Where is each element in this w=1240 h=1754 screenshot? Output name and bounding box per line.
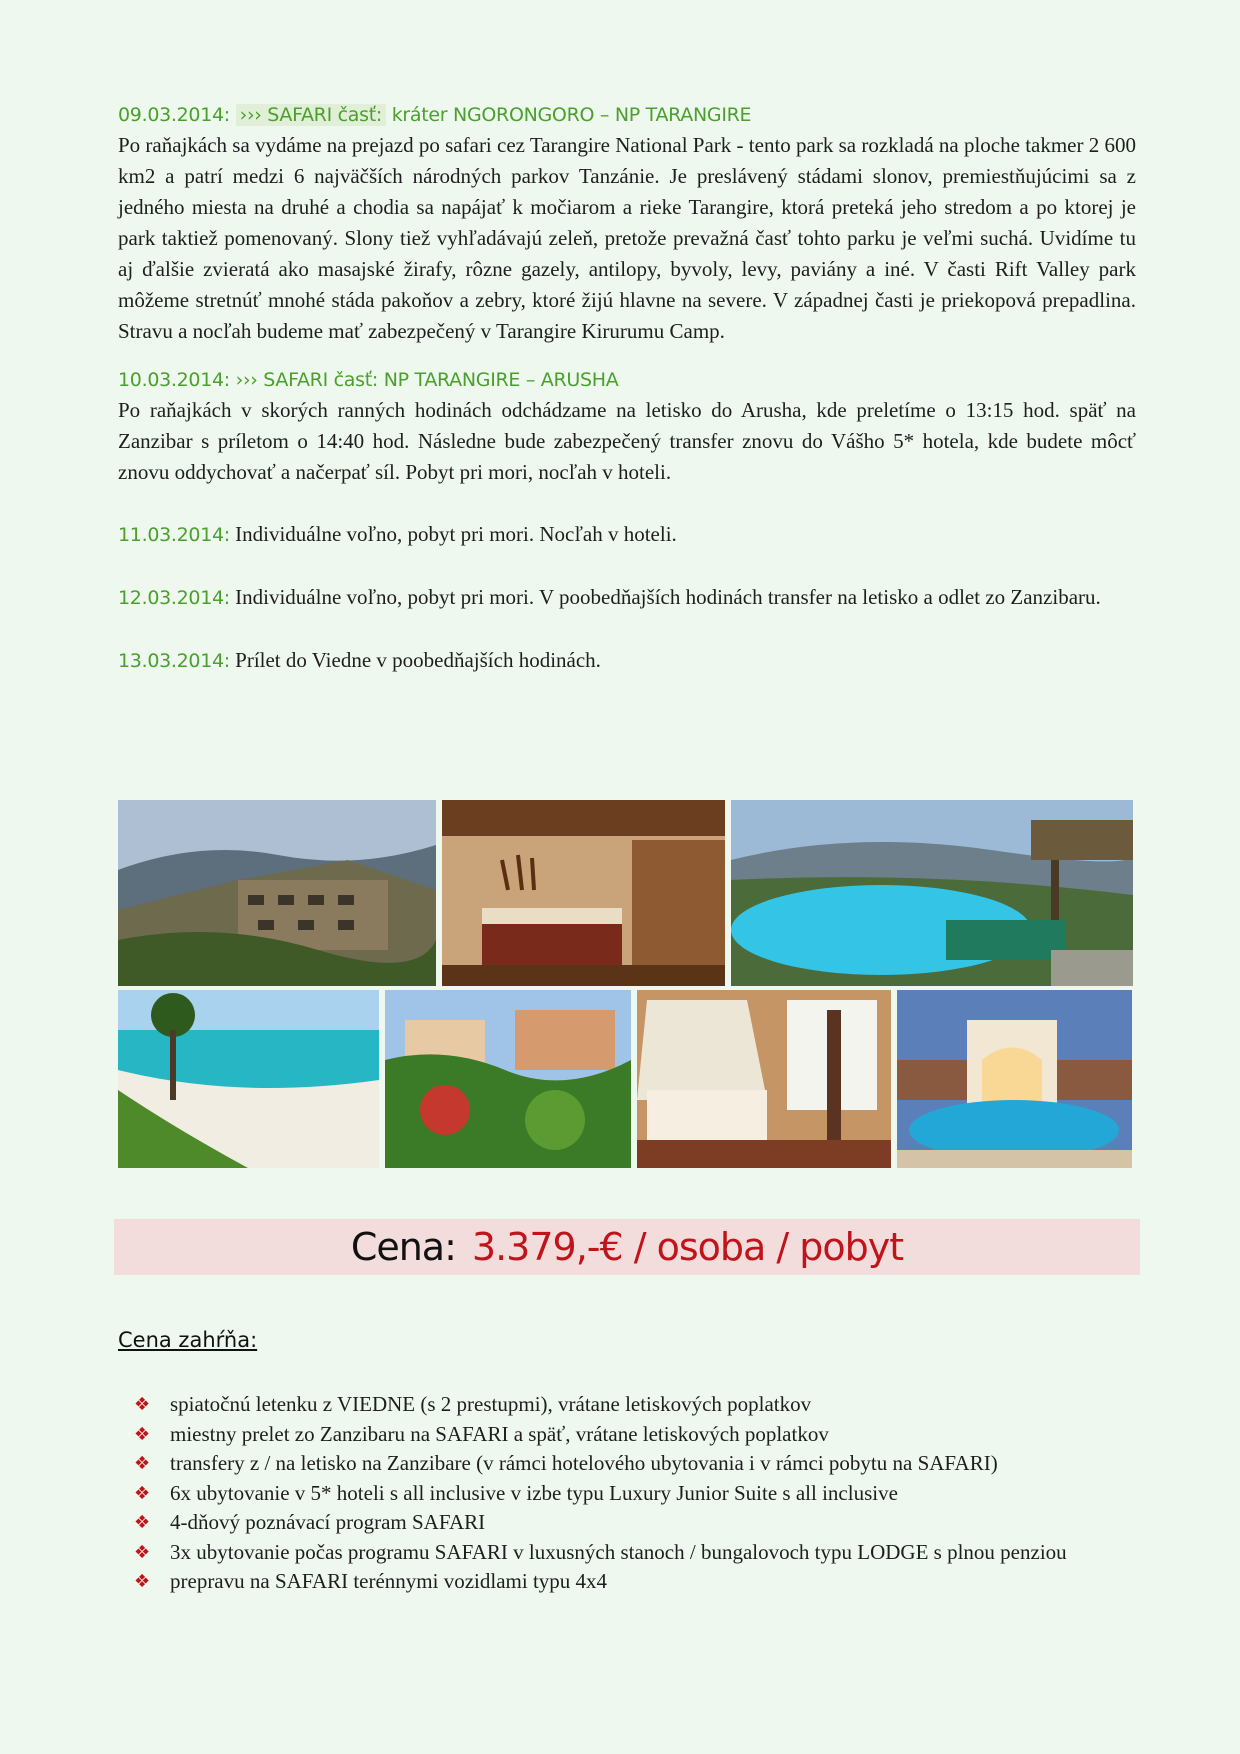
day-block: [118, 645, 1136, 677]
includes-heading: Cena zahŕňa:: [118, 1328, 258, 1352]
day-heading: [118, 100, 1136, 130]
day-description: Prílet do Viedne v poobedňajších hodinách.: [235, 648, 601, 672]
includes-item-text: spiatočnú letenku z VIEDNE (s 2 prestupmi), vrátane letiskových poplatkov: [170, 1392, 812, 1416]
list-item: [134, 1508, 1134, 1538]
day-block: [118, 100, 1136, 347]
diamond-bullet-icon: ❖: [134, 1453, 151, 1474]
includes-item-text: 4-dňový poznávací program SAFARI: [170, 1510, 486, 1534]
includes-item-text: transfery z / na letisko na Zanzibare (v rámci hotelového ubytovania i v rámci pobytu na SAFARI): [170, 1451, 998, 1475]
day-date: 12.03.2014:: [118, 587, 230, 609]
list-item: [134, 1479, 1134, 1509]
list-item: [134, 1538, 1134, 1568]
lodge-photo: [118, 800, 436, 986]
itinerary: [118, 100, 1136, 708]
price-banner: [114, 1219, 1140, 1275]
day-block: [118, 365, 1136, 488]
diamond-bullet-icon: ❖: [134, 1394, 151, 1415]
price-value: 3.379,-€ / osoba / pobyt: [471, 1225, 904, 1269]
list-item: [134, 1449, 1134, 1479]
day-block: [118, 519, 1136, 551]
day-date: 11.03.2014:: [118, 524, 230, 546]
day-block: [118, 582, 1136, 614]
hotel-pool-photo: [897, 990, 1132, 1168]
day-description: Po raňajkách v skorých ranných hodinách odchádzame na letisko do Arusha, kde preletíme o 13:15 hod. späť na Zanzibar s príletom o 14:40 hod. Následne bude zabezpečený transfer znovu do Vášho 5* hotela, kde budete môcť znovu oddychovať a načerpať síl. Pobyt pri mori, nocľah v hoteli.: [118, 398, 1136, 484]
list-item: [134, 1567, 1134, 1597]
day-date: 09.03.2014:: [118, 104, 230, 126]
day-date: 13.03.2014:: [118, 650, 230, 672]
list-item: [134, 1390, 1134, 1420]
diamond-bullet-icon: ❖: [134, 1482, 151, 1504]
photo-gallery: [118, 800, 1134, 1168]
safari-tag: ››› SAFARI časť:: [235, 369, 378, 391]
diamond-bullet-icon: ❖: [134, 1541, 151, 1563]
includes-item-text: 3x ubytovanie počas programu SAFARI v luxusných stanoch / bungalovoch typu LODGE s plnou penziou: [170, 1539, 1067, 1564]
day-description: Individuálne voľno, pobyt pri mori. Nocľah v hoteli.: [235, 522, 677, 546]
resort-garden-photo: [385, 990, 631, 1168]
day-date: 10.03.2014:: [118, 369, 230, 391]
hotel-room-photo: [637, 990, 891, 1168]
day-description: Individuálne voľno, pobyt pri mori. V poobedňajších hodinách transfer na letisko a odlet zo Zanzibaru.: [235, 585, 1101, 609]
diamond-bullet-icon: ❖: [134, 1512, 151, 1533]
includes-item-text: 6x ubytovanie v 5* hoteli s all inclusive v izbe typu Luxury Junior Suite s all inclusive: [170, 1480, 898, 1505]
lodge-room-photo: [442, 800, 725, 986]
diamond-bullet-icon: ❖: [134, 1571, 151, 1592]
day-route: kráter NGORONGORO – NP TARANGIRE: [391, 104, 752, 126]
safari-pool-photo: [731, 800, 1133, 986]
includes-item-text: miestny prelet zo Zanzibaru na SAFARI a späť, vrátane letiskových poplatkov: [170, 1421, 829, 1446]
diamond-bullet-icon: ❖: [134, 1423, 151, 1445]
includes-list: [134, 1390, 1134, 1597]
day-route: NP TARANGIRE – ARUSHA: [383, 369, 619, 391]
includes-item-text: prepravu na SAFARI terénnymi vozidlami typu 4x4: [170, 1569, 608, 1593]
list-item: [134, 1420, 1134, 1450]
day-heading: [118, 365, 1136, 395]
day-description: Po raňajkách sa vydáme na prejazd po safari cez Tarangire National Park - tento park sa rozkladá na ploche takmer 2 600 km2 a patrí medzi 6 najväčších národných parkov Tanzánie. Je preslávený stádami slonov, premiestňujúcimi sa z jedného miesta na druhé a chodia sa napájať k močiarom a rieke Tarangire, ktorá preteká jeho stredom a po ktorej je park taktiež pomenovaný. Slony tiež vyhľadávajú zeleň, pretože prevažná časť tohto parku je veľmi suchá. Uvidíme tu aj ďalšie zvieratá ako masajské žirafy, rôzne gazely, antilopy, byvoly, levy, paviány a iné. V časti Rift Valley park môžeme stretnúť mnohé stáda pakoňov a zebry, ktoré žijú hlavne na severe. V západnej časti je priekopová prepadlina. Stravu a nocľah budeme mať zabezpečený v Tarangire Kirurumu Camp.: [118, 133, 1136, 343]
price-label: Cena:: [350, 1225, 456, 1269]
beach-photo: [118, 990, 379, 1168]
safari-tag: ››› SAFARI časť:: [236, 104, 386, 126]
